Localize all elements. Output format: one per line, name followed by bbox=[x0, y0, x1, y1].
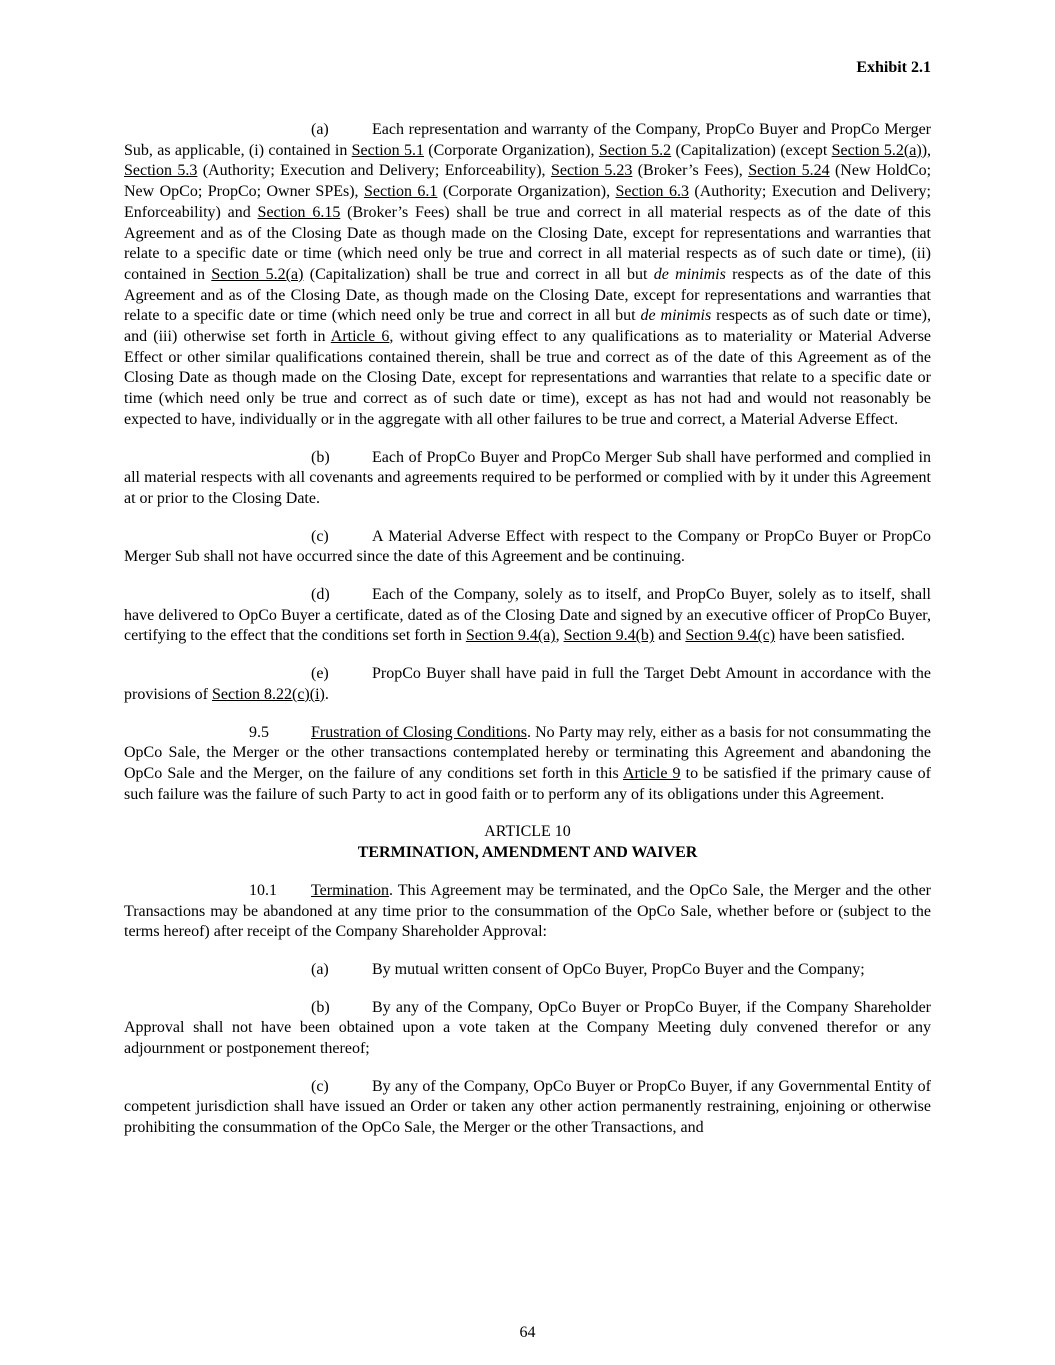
italic-term: de minimis bbox=[653, 265, 726, 283]
text: . This Agreement may be terminated, and the OpCo Sale, the Merger and the other Transactions may be abandoned at any time prior to the consummation of the OpCo Sale, whether before or (subject to the terms hereof) after receipt of the Company Shareholder Approval: bbox=[124, 881, 931, 941]
text: (Authority; Execution and Delivery; Enforceability) and bbox=[124, 183, 932, 221]
termination-c-label: (c) bbox=[311, 1077, 329, 1095]
condition-b-label: (b) bbox=[311, 448, 330, 466]
termination-a-label: (a) bbox=[311, 960, 329, 978]
text: and bbox=[654, 627, 686, 645]
section-number: 10.1 bbox=[249, 881, 277, 899]
cross-reference-link: Section 5.1 bbox=[351, 141, 424, 159]
cross-reference-link: Section 5.24 bbox=[748, 162, 830, 180]
text: , bbox=[555, 627, 564, 645]
exhibit-label: Exhibit 2.1 bbox=[856, 59, 931, 76]
text: (Authority; Execution and Delivery; Enforceability), bbox=[197, 162, 551, 180]
text: respects as of the date of this Agreement and as of the Closing Date, as though made on the Closing Date, except for representations and warranties that relate to a specific date or time (which need only be true and correct in all but bbox=[124, 265, 932, 325]
condition-a-label: (a) bbox=[311, 121, 329, 138]
cross-reference-link: Section 5.23 bbox=[550, 162, 633, 180]
cross-reference-link: Section 9.4(c) bbox=[685, 627, 776, 645]
condition-c-paragraph bbox=[124, 527, 931, 568]
text: By mutual written consent of OpCo Buyer, PropCo Buyer and the Company; bbox=[372, 960, 865, 978]
document-body bbox=[124, 120, 931, 1156]
italic-term: de minimis bbox=[640, 307, 712, 325]
condition-e-label: (e) bbox=[311, 665, 329, 683]
condition-d-paragraph bbox=[124, 585, 931, 647]
article-number: ARTICLE 10 bbox=[484, 823, 571, 841]
text: , without giving effect to any qualifications as to materiality or Material Adverse Effect or other similar qualifications contained therein, shall be true and correct as of the date of this Agreement as of the Closing Date as though made on the Closing Date, except for representations and warranties that relate to a specific date or time (which need only be true and correct as of such date or time), except as has not had and would not reasonably be expected to have, individually or in the aggregate with all other failures to be true and correct, a Material Adverse Effect. bbox=[124, 328, 932, 428]
section-number: 9.5 bbox=[249, 723, 269, 741]
condition-c-label: (c) bbox=[311, 527, 329, 545]
cross-reference-link: Section 6.3 bbox=[615, 183, 689, 201]
cross-reference-link: Section 9.4(a) bbox=[465, 627, 556, 645]
text: PropCo Buyer shall have paid in full the Target Debt Amount in accordance with the provisions of bbox=[124, 665, 931, 703]
cross-reference-link: Section 6.1 bbox=[363, 183, 438, 201]
section-10-1-paragraph bbox=[124, 881, 931, 943]
text: (Corporate Organization), bbox=[423, 141, 599, 159]
cross-reference-link: Section 5.2 bbox=[598, 141, 672, 159]
text: have been satisfied. bbox=[775, 627, 905, 645]
cross-reference-link: Section 9.4(b) bbox=[563, 627, 655, 645]
text: Each of PropCo Buyer and PropCo Merger Sub shall have performed and complied in all material respects with all covenants and agreements required to be performed or complied with by it under this Agreement at or prior to the Closing Date. bbox=[124, 448, 931, 507]
section-9-5-paragraph bbox=[124, 723, 931, 806]
text: (Broker’s Fees), bbox=[632, 162, 749, 180]
text: ), bbox=[921, 141, 932, 159]
cross-reference-link: Article 6 bbox=[330, 328, 390, 346]
cross-reference-link: Section 6.15 bbox=[257, 203, 341, 221]
text: By any of the Company, OpCo Buyer or PropCo Buyer, if the Company Shareholder Approval shall not have been obtained upon a vote taken at the Company Meeting duly convened therefor or any adjournment or postponement thereof; bbox=[124, 998, 931, 1058]
text: Each of the Company, solely as to itself, and PropCo Buyer, solely as to itself, shall have delivered to OpCo Buyer a certificate, dated as of the Closing Date and signed by an executive officer of PropCo Buyer, certifying to the effect that the conditions set forth in bbox=[124, 586, 931, 645]
text: (Corporate Organization), bbox=[437, 183, 616, 201]
article-title: TERMINATION, AMENDMENT AND WAIVER bbox=[357, 844, 698, 862]
termination-b-label: (b) bbox=[311, 998, 330, 1016]
text: . No Party may rely, either as a basis for not consummating the OpCo Sale, the Merger or the other transactions contemplated hereby or terminating this Agreement and abandoning the OpCo Sale and the Merger, on the failure of any conditions set forth in this bbox=[124, 723, 932, 782]
text: (New HoldCo; New OpCo; PropCo; Owner SPEs), bbox=[124, 162, 932, 201]
condition-b-paragraph bbox=[124, 448, 931, 510]
termination-c-paragraph bbox=[124, 1077, 931, 1139]
text: respects as of such date or time), and (iii) otherwise set forth in bbox=[124, 307, 932, 346]
cross-reference-link: Section 5.2(a) bbox=[211, 265, 304, 283]
text: (Broker’s Fees) shall be true and correct in all material respects as of the date of this Agreement and as of the Closing Date as though made on the Closing Date, except for representations and warranties that relate to a specific date or time (which need only be true and correct in all material respects as of such date or time), (ii) contained in bbox=[124, 203, 931, 283]
text: A Material Adverse Effect with respect to the Company or PropCo Buyer or PropCo Merger Sub shall not have occurred since the date of this Agreement and be continuing. bbox=[124, 527, 931, 566]
condition-a-paragraph bbox=[124, 120, 931, 431]
text: (Capitalization) shall be true and correct in all but bbox=[303, 265, 654, 283]
cross-reference-link: Section 8.22(c)(i) bbox=[212, 685, 325, 703]
text: Each representation and warranty of the Company, PropCo Buyer and PropCo Merger Sub, as applicable, (i) contained in bbox=[124, 121, 931, 159]
section-heading: Frustration of Closing Conditions bbox=[311, 723, 527, 741]
page-number: 64 bbox=[519, 1324, 536, 1341]
termination-a-paragraph bbox=[124, 960, 931, 981]
condition-d-label: (d) bbox=[311, 586, 330, 604]
cross-reference-link: Section 5.3 bbox=[124, 162, 198, 180]
termination-b-paragraph bbox=[124, 998, 931, 1060]
text: . bbox=[324, 685, 329, 703]
cross-reference-link: Section 5.2(a) bbox=[831, 141, 922, 159]
text: to be satisfied if the primary cause of such failure was the failure of such Party to act in good faith or to perform any of its obligations under this Agreement. bbox=[124, 764, 932, 803]
cross-reference-link: Article 9 bbox=[623, 764, 681, 782]
article-heading bbox=[124, 822, 931, 863]
text: By any of the Company, OpCo Buyer or PropCo Buyer, if any Governmental Entity of competent jurisdiction shall have issued an Order or taken any other action permanently restraining, enjoining or otherwise prohibiting the consummation of the OpCo Sale, the Merger or the other Transactions, and bbox=[124, 1077, 931, 1137]
condition-e-paragraph bbox=[124, 664, 931, 705]
text: (Capitalization) (except bbox=[671, 141, 832, 159]
section-heading: Termination bbox=[311, 881, 389, 899]
